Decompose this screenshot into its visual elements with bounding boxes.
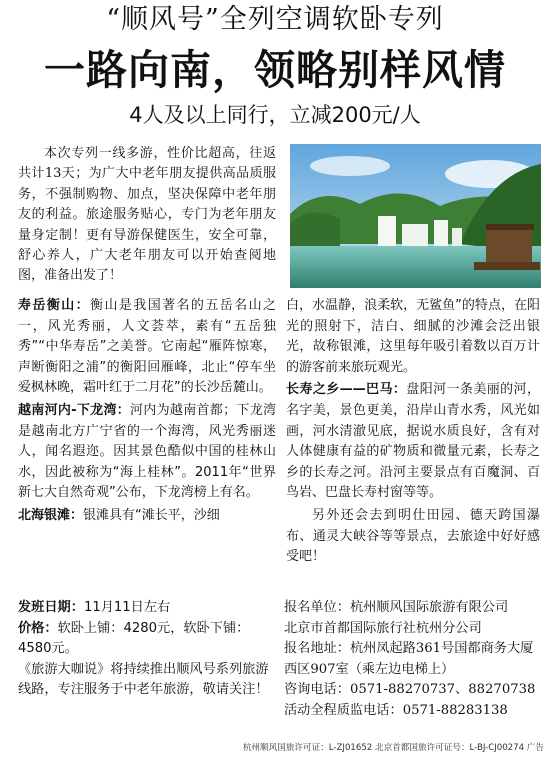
date-value: 11月11日左右 xyxy=(83,600,171,615)
waterfall-landscape-image xyxy=(290,144,541,288)
price-value: 软卧上铺：4280元，软卧下铺：4580元。 xyxy=(18,620,250,657)
organizer xyxy=(284,598,542,619)
section-title: 长寿之乡——巴马： xyxy=(286,382,407,398)
org-label: 报名单位： xyxy=(284,600,350,615)
date-label: 发班日期： xyxy=(18,600,84,615)
section-text: 银滩具有“滩长平，沙细 xyxy=(83,507,220,523)
address xyxy=(284,639,542,680)
addr-value: 杭州凤起路361号国都商务大厦西区907室（乘左边电梯上） xyxy=(284,641,534,677)
section-hengshan xyxy=(18,296,276,399)
price xyxy=(18,619,276,660)
promo-text: 《旅游大咖说》将持续推出顺风号系列旅游线路，专注服务于中老年旅游，敬请关注！ xyxy=(18,661,269,698)
section-text: 衡山是我国著名的五岳名山之一，风光秀丽，人文荟萃，素有“五岳独秀”“中华寿岳”之美誉。它南起“雁阵惊寒，声断衡阳之浦”的衡阳回雁峰，北止“停车坐爱枫林晚，霜叶红于二月花”的长沙岳麓山。 xyxy=(18,298,276,396)
headline-train-name: “顺风号”全列空调软卧专列 xyxy=(106,4,444,35)
departure-date xyxy=(18,598,276,619)
section-extra: 另外还会去到明仕田园、德天跨国瀑布、通灵大峡谷等等景点，去旅途中好好感受吧！ xyxy=(286,507,540,565)
addr-label: 报名地址： xyxy=(284,641,350,657)
section-text: 盘阳河一条美丽的河，名字美，景色更美，沿岸山青水秀，风光如画，河水清澈见底，据说水质良好，含有对人体健康有益的矿物质和微量元素，长寿之乡的长寿之河。沿河主要景点有百魔洞、百鸟岩、巴盘长寿村窗等等。 xyxy=(286,382,540,501)
section-title: 北海银滩： xyxy=(18,507,84,523)
hotline-value: 0571-88283138 xyxy=(402,702,508,718)
hotline xyxy=(284,701,542,722)
section-yintan-continued: 白，水温静，浪柔软，无鲨鱼”的特点，在阳光的照射下，洁白、细腻的沙滩会泛出银光，故称银滩，这里每年吸引着数以百万计的游客前来旅玩观光。 xyxy=(286,298,540,375)
phone-label: 咨询电话： xyxy=(284,682,350,698)
left-column xyxy=(18,296,276,529)
headline-discount: 4人及以上同行，立减200元/人 xyxy=(129,103,421,127)
section-yintan xyxy=(18,506,276,527)
section-title: 寿岳衡山： xyxy=(18,298,91,313)
section-title: 越南河内-下龙湾： xyxy=(18,402,131,418)
trip-details xyxy=(18,598,276,701)
phone xyxy=(284,680,542,701)
hotline-label: 活动全程质监电话： xyxy=(284,702,403,718)
contact-details xyxy=(284,598,542,722)
intro-paragraph: 本次专列一线多游，性价比超高，往返共计13天；为广大中老年朋友提供高品质服务，不强制购物、加点，坚决保障中老年朋友的利益。旅途服务贴心，专门为老年朋友量身定制！更有导游保健医生，安全可靠，舒心养人，广大老年朋友可以开始查阅地图，准备出发了！ xyxy=(18,146,276,284)
price-label: 价格： xyxy=(18,620,58,636)
section-halong xyxy=(18,401,276,504)
headline-main: 一路向南，领略别样风情 xyxy=(44,46,506,94)
phone-value: 0571-88270737、88270738 xyxy=(349,682,536,698)
waterfall-photo xyxy=(290,144,541,288)
section-bama xyxy=(286,380,540,504)
org-name-2: 北京市首都国际旅行社杭州分公司 xyxy=(284,620,482,636)
org-name-1: 杭州顺风国际旅游有限公司 xyxy=(349,600,509,615)
section-text: 河内为越南首都；下龙湾是越南北方广宁省的一个海湾，风光秀丽迷人，闻名遐迩。因其景色酷似中国的桂林山水，因此被称为“海上桂林”。2011年“世界新七大自然奇观”公布，下龙湾榜上有名。 xyxy=(18,402,276,501)
license-footer: 杭州顺风国旅许可证：L-ZJ01652 北京首都国旅许可证号：L-BJ-CJ00274 广告 xyxy=(242,743,544,753)
right-column xyxy=(286,296,540,570)
